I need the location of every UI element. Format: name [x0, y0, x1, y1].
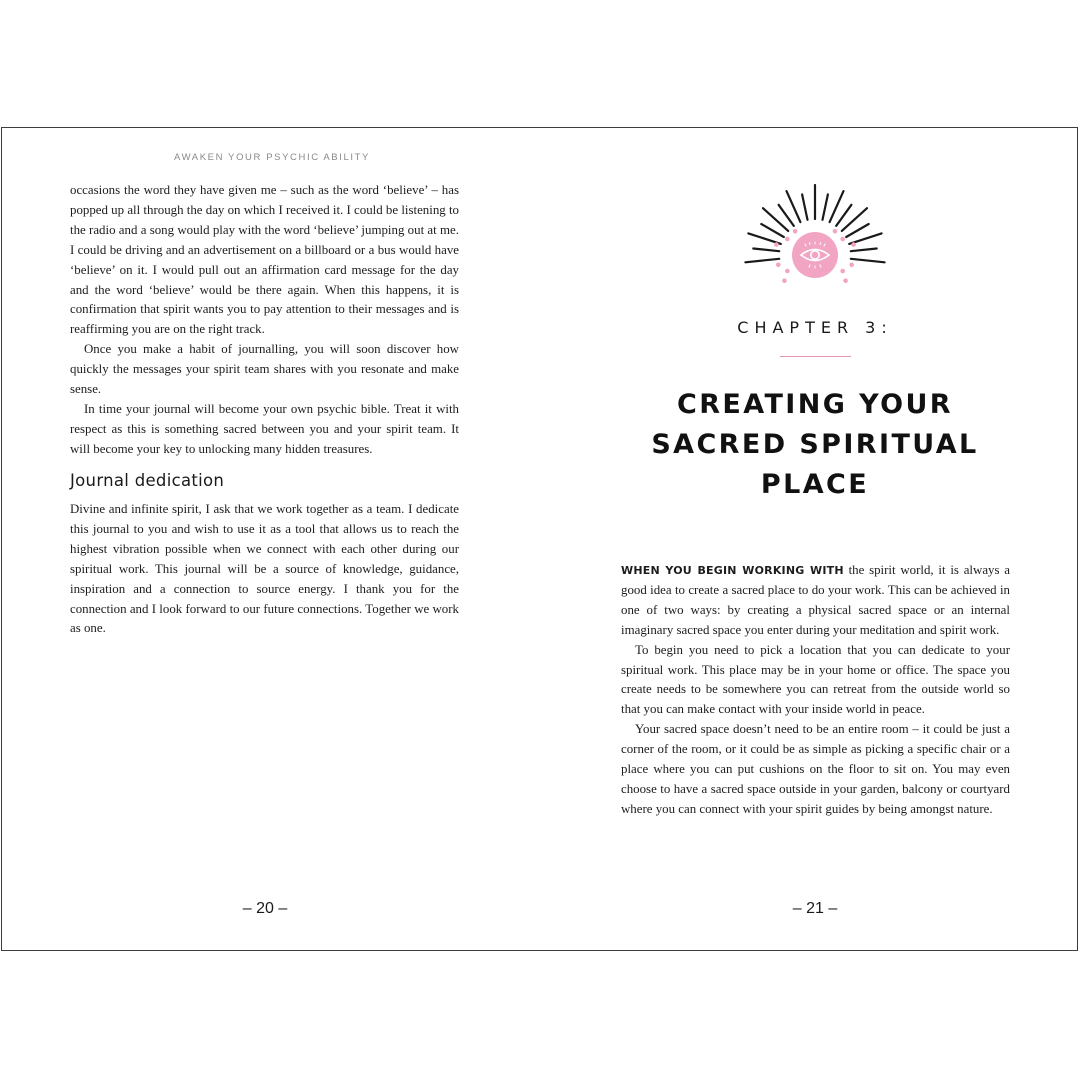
paragraph	[621, 561, 1010, 641]
radiant-eye-icon	[740, 180, 890, 290]
emblem-dot	[774, 242, 779, 247]
emblem-ray	[851, 259, 885, 263]
emblem-ray	[836, 205, 851, 226]
paragraph: In time your journal will become your own psychic bible. Treat it with respect as this is something sacred between you and your spirit team. It will become your key to unlocking many hidden treasures.	[70, 401, 459, 456]
emblem-dot	[849, 263, 854, 268]
right-body-text	[621, 561, 1010, 820]
emblem-ray	[761, 224, 784, 237]
emblem-dot	[785, 237, 790, 242]
emblem-dot	[833, 229, 838, 234]
chapter-title-line: CREATING YOUR	[677, 389, 953, 420]
chapter-title-line: PLACE	[760, 469, 870, 500]
emblem-ray	[753, 249, 779, 252]
emblem-ray	[748, 233, 780, 244]
emblem-dot	[840, 237, 845, 242]
lead-in: WHEN YOU BEGIN WORKING WITH	[621, 564, 844, 577]
emblem-dot	[843, 278, 848, 283]
emblem-ray	[823, 194, 828, 219]
chapter-title-line: SACRED SPIRITUAL	[651, 429, 979, 460]
emblem-ray	[779, 205, 794, 226]
emblem-dot	[782, 278, 787, 283]
dedication-text	[70, 500, 459, 639]
paragraph: Your sacred space doesn’t need to be an entire room – it could be just a corner of the room, or it could be as simple as picking a specific chair or a place where you can put cushions on the floor to sit on. You may even choose to have a sacred space outside in your garden, balcony or courtyard where you can connect with your spirit guides by being amongst nature.	[621, 722, 1010, 816]
running-head: AWAKEN YOUR PSYCHIC ABILITY	[174, 152, 370, 163]
paragraph: occasions the word they have given me – such as the word ‘believe’ – has popped up all through the day on which I received it. I could be listening to the radio and a song would play with the word ‘believe’ jumping out at me. I could be driving and an advertisement on a billboard or a bus would have ‘believe’ on it. I would pull out an affirmation card message for the day and the word ‘believe’ would be there again. When this happens, it is confirmation that spirit wants you to pay attention to their messages and is reaffirming you are on the right track.	[70, 183, 459, 337]
emblem-dot	[840, 269, 845, 274]
emblem-ray	[849, 233, 881, 244]
page-number-right: – 21 –	[792, 900, 838, 917]
page-number-left: – 20 –	[242, 900, 288, 917]
section-subheading: Journal dedication	[70, 471, 225, 490]
left-body-text	[70, 181, 459, 460]
emblem-dot	[776, 263, 781, 268]
emblem-dot	[851, 242, 856, 247]
divider	[780, 356, 851, 357]
chapter-label: CHAPTER 3:	[737, 318, 893, 337]
paragraph-text: the spirit world, it is always a good idea to create a sacred place to do your work. This can be achieved in one of two ways: by creating a physical sacred space or an internal imaginary sacred space you enter during your meditation and spirit work.	[621, 563, 1010, 637]
paragraph: Once you make a habit of journalling, you will soon discover how quickly the messages your spirit team shares with you resonate and make sense.	[70, 342, 459, 397]
emblem-ray	[802, 194, 807, 219]
emblem-ray	[851, 249, 877, 252]
emblem-ray	[745, 259, 779, 263]
emblem-dot	[793, 229, 798, 234]
paragraph: To begin you need to pick a location that you can dedicate to your spiritual work. This place may be in your home or office. The space you create needs to be somewhere you can retreat from the outside world so that you can make contact with your inside world in peace.	[621, 642, 1010, 717]
paragraph: Divine and infinite spirit, I ask that we work together as a team. I dedicate this journal to you and wish to use it as a tool that allows us to reach the highest vibration possible when we connect with each other during our spiritual work. This journal will be a source of knowledge, guidance, inspiration and a connection to source energy. I thank you for the connection and I look forward to our future connections. Together we work as one.	[70, 502, 459, 636]
chapter-title	[615, 385, 1015, 505]
emblem-dot	[785, 269, 790, 274]
emblem-ray	[846, 224, 869, 237]
